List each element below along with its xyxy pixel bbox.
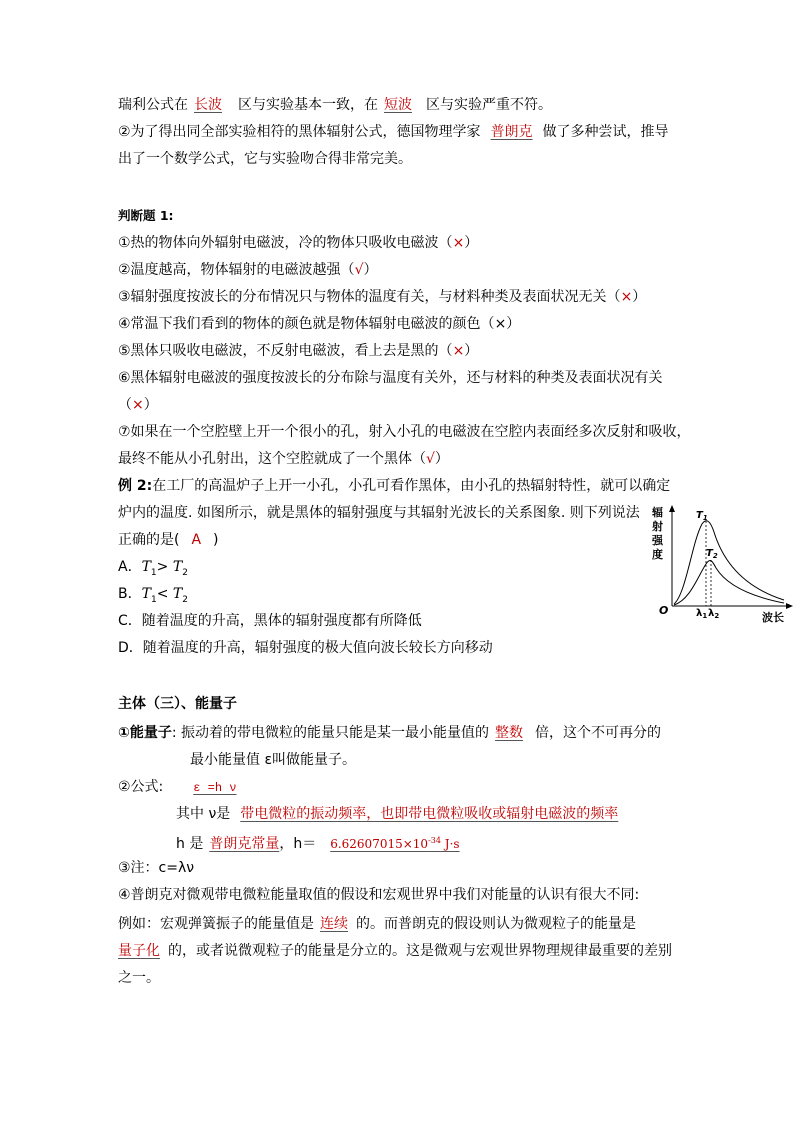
blank-integer: 整数 — [495, 725, 524, 741]
judge-mark: × — [452, 343, 465, 359]
judge-item-6-cont: （×） — [118, 397, 158, 413]
blackbody-radiation-chart — [648, 502, 794, 626]
judge-mark: × — [494, 316, 507, 332]
blank-quantized: 量子化 — [118, 943, 160, 959]
series-label-t2: $T_2$ — [706, 548, 718, 560]
example2-answer: A — [191, 532, 202, 548]
paragraph-example: 例如：宏观弹簧振子的能量值是 连续 的。而普朗克的假设则认为微观粒子的能量是 — [118, 916, 636, 932]
planck-constant-value: $6.62607015\times 10^{-34}$ J·s — [330, 836, 460, 851]
example2-line3: 正确的是( A ) — [118, 532, 219, 548]
blank-planck: 普朗克 — [490, 124, 533, 140]
x-axis-arrow — [786, 603, 793, 609]
judge-mark: √ — [426, 451, 435, 467]
curve-t2 — [674, 561, 784, 605]
note-line: ③注：c=λν — [118, 860, 195, 876]
y-axis-arrow — [669, 505, 675, 512]
judge-mark: × — [132, 397, 144, 413]
example2-label: 例 2: — [118, 478, 153, 494]
judge-mark: × — [452, 235, 465, 251]
blank-continuous: 连续 — [320, 916, 348, 932]
blank-frequency: 带电微粒的振动频率，也即带电微粒吸收或辐射电磁波的频率 — [240, 806, 619, 822]
formula-line: ②公式: ε =h ν — [118, 777, 277, 798]
formula-value: ε =h ν — [193, 781, 237, 795]
judge-item-7: ⑦如果在一个空腔壁上开一个很小的孔，射入小孔的电磁波在空腔内表面经多次反射和吸收， — [118, 424, 691, 440]
judge-item-6: ⑥黑体辐射电磁波的强度按波长的分布除与温度有关外，还与材料的种类及表面状况有关 — [118, 370, 663, 386]
series-label-t1: $T_1$ — [696, 510, 708, 522]
option-b: B．$T_1< T_2$ — [118, 586, 188, 605]
paragraph-end: 之一。 — [118, 970, 160, 986]
paragraph-quantized: 量子化 的，或者说微观粒子的能量是分立的。这是微观与宏观世界物理规律最重要的差别 — [118, 943, 672, 959]
nu-definition: 其中 ν是 带电微粒的振动频率，也即带电微粒吸收或辐射电磁波的频率 — [176, 806, 619, 822]
example2-line2: 炉内的温度. 如图所示，就是黑体的辐射强度与其辐射光波长的关系图象. 则下列说法 — [118, 505, 640, 521]
quantum-definition: ①能量子: 振动着的带电微粒的能量只能是某一最小能量值的 整数 倍，这个不可再分的 — [118, 725, 662, 741]
judge-item-5: ⑤黑体只吸收电磁波，不反射电磁波，看上去是黑的（×） — [118, 343, 479, 359]
example2-line1: 例 2:在工厂的高温炉子上开一小孔，小孔可看作黑体，由小孔的热辐射特性，就可以确定 — [118, 478, 671, 494]
quantum-definition-cont: 最小能量值 ε叫做能量子。 — [190, 752, 357, 768]
y-axis-label-char: 度 — [652, 548, 663, 561]
judge-item-3: ③辐射强度按波长的分布情况只与物体的温度有关，与材料种类及表面状况无关（×） — [118, 289, 647, 305]
blank-short-wave: 短波 — [384, 97, 412, 113]
paragraph-planck-cont: 出了一个数学公式，它与实验吻合得非常完美。 — [118, 151, 412, 167]
origin-label: O — [659, 604, 669, 617]
option-a: A．$T_1> T_2$ — [118, 559, 188, 578]
option-d: D．随着温度的升高，辐射强度的极大值向波长较长方向移动 — [118, 640, 493, 656]
paragraph-planck-hypothesis: ④普朗克对微观带电微粒能量取值的假设和宏观世界中我们对能量的认识有很大不同: — [118, 887, 640, 903]
judge-item-2: ②温度越高，物体辐射的电磁波越强（√） — [118, 262, 378, 278]
y-axis-label-char: 辐 — [652, 506, 663, 519]
tick-label-lambda2: $\lambda_2$ — [708, 608, 720, 620]
judge-mark: × — [620, 289, 633, 305]
y-axis-label-char: 强 — [652, 534, 663, 547]
x-axis-label: 波长 — [762, 611, 784, 624]
judge-item-4: ④常温下我们看到的物体的颜色就是物体辐射电磁波的颜色（×） — [118, 316, 521, 332]
blank-planck-constant: 普朗克常量 — [209, 836, 280, 852]
judge-item-7-cont: 最终不能从小孔射出，这个空腔就成了一个黑体（√） — [118, 451, 449, 467]
paragraph-rayleigh: 瑞利公式在 长波 区与实验基本一致，在 短波 区与实验严重不符。 — [118, 97, 552, 113]
h-definition: h 是 普朗克常量，$h= 6.62607015\times 10^{-34}$ J·s — [176, 831, 482, 854]
section3-title: 主体（三）、能量子 — [118, 696, 237, 712]
judge-mark: √ — [354, 262, 364, 278]
paragraph-planck: ②为了得出同全部实验相符的黑体辐射公式，德国物理学家 普朗克 做了多种尝试，推导 — [118, 124, 669, 140]
judge-item-1: ①热的物体向外辐射电磁波，冷的物体只吸收电磁波（×） — [118, 235, 479, 251]
tick-label-lambda1: $\lambda_1$ — [696, 608, 708, 620]
y-axis-label — [651, 505, 664, 561]
y-axis-label-char: 射 — [652, 520, 663, 533]
option-c: C．随着温度的升高，黑体的辐射强度都有所降低 — [118, 613, 422, 629]
blank-long-wave: 长波 — [194, 97, 222, 113]
judge-title: 判断题 1: — [118, 208, 174, 223]
